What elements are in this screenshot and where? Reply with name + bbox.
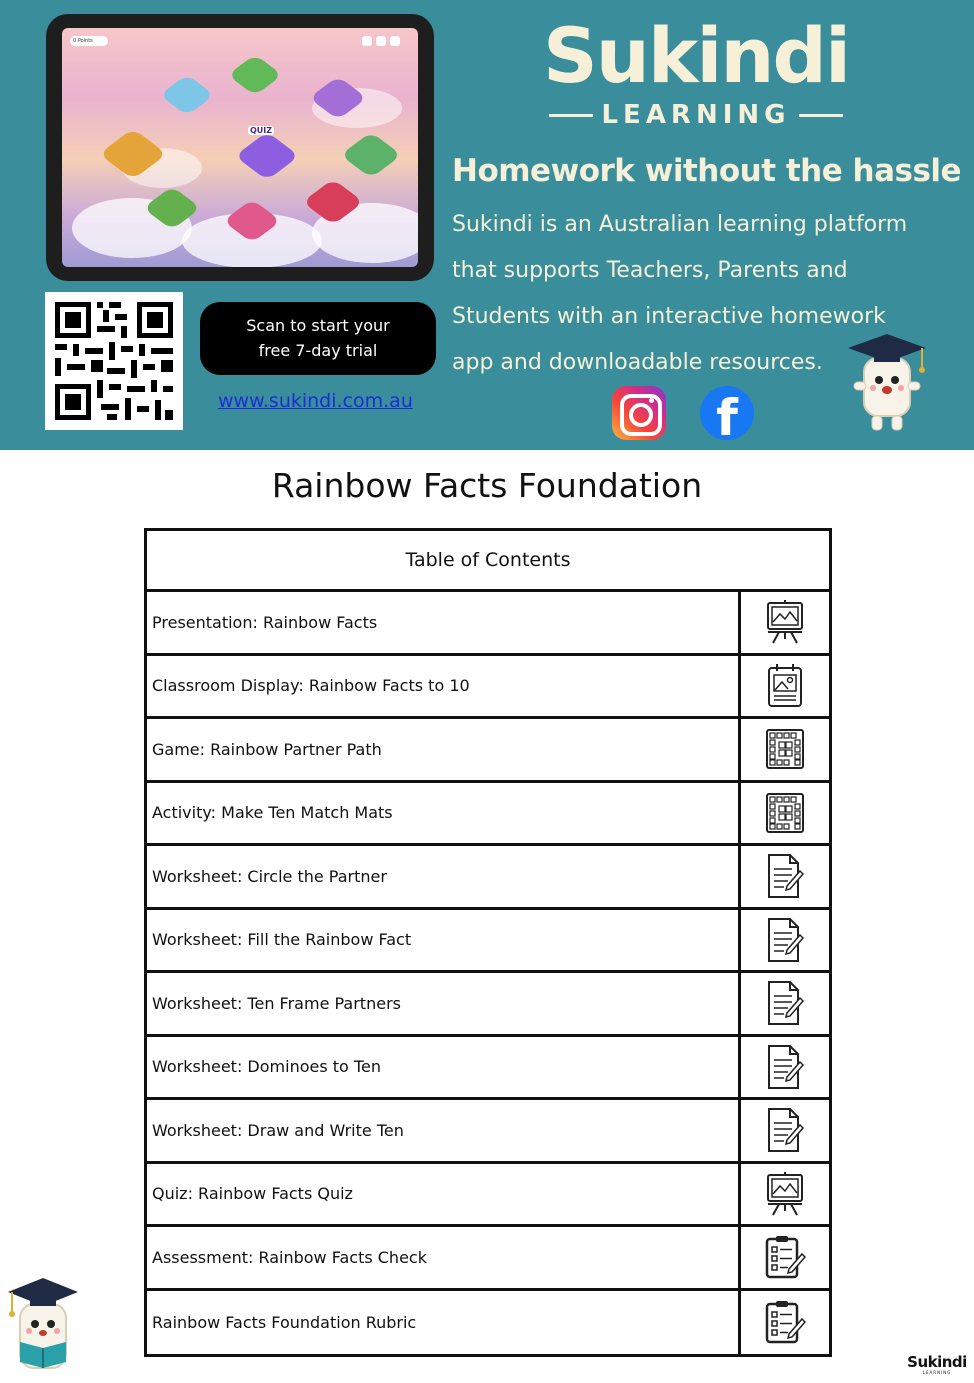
toc-row[interactable] (147, 973, 829, 1037)
toc-row[interactable] (147, 1037, 829, 1101)
points-chip: 0 Points (70, 36, 108, 46)
toc-row-label: Worksheet: Circle the Partner (147, 846, 741, 907)
worksheet-icon (741, 846, 829, 907)
trial-cta-line2: free 7-day trial (258, 341, 378, 360)
toc-row[interactable] (147, 656, 829, 720)
website-link[interactable]: www.sukindi.com.au (218, 390, 413, 412)
toc-row[interactable] (147, 1227, 829, 1291)
toc-row-label: Worksheet: Draw and Write Ten (147, 1100, 741, 1161)
toc-row-label: Classroom Display: Rainbow Facts to 10 (147, 656, 741, 717)
home-button (376, 36, 386, 46)
footer-logo-name: Sukindi (907, 1353, 967, 1371)
description-line: Students with an interactive homework (452, 304, 886, 329)
trial-cta-pill[interactable] (200, 302, 436, 375)
presentation-board-icon (741, 592, 829, 653)
description-line: that supports Teachers, Parents and (452, 258, 848, 283)
page-title: Rainbow Facts Foundation (271, 466, 703, 505)
toc-row-label: Presentation: Rainbow Facts (147, 592, 741, 653)
toc-heading: Table of Contents (147, 531, 829, 592)
toc-row-label: Quiz: Rainbow Facts Quiz (147, 1164, 741, 1225)
trial-cta-line1: Scan to start your (246, 316, 390, 335)
brand-divider-left (549, 114, 593, 117)
footer-logo-sub: LEARNING (922, 1370, 952, 1375)
footer-logo (906, 1354, 968, 1375)
table-of-contents (144, 528, 832, 1357)
description-line: Sukindi is an Australian learning platform (452, 212, 908, 237)
worksheet-icon (741, 1037, 829, 1098)
toc-row-label: Worksheet: Ten Frame Partners (147, 973, 741, 1034)
toc-row[interactable] (147, 719, 829, 783)
toc-row[interactable] (147, 1291, 829, 1355)
toc-row[interactable] (147, 910, 829, 974)
qr-code[interactable] (45, 292, 183, 430)
qr-code-icon (45, 292, 183, 430)
checklist-icon (741, 1227, 829, 1288)
toc-row-label: Game: Rainbow Partner Path (147, 719, 741, 780)
toc-rows (147, 592, 829, 1354)
toc-row-label: Assessment: Rainbow Facts Check (147, 1227, 741, 1288)
presentation-board-icon (741, 1164, 829, 1225)
toc-row-label: Activity: Make Ten Match Mats (147, 783, 741, 844)
mascot-reading-icon (6, 1276, 80, 1376)
brand-divider-right (799, 114, 843, 117)
facebook-icon[interactable]: f (700, 386, 754, 440)
game-board-icon (741, 719, 829, 780)
quiz-tag: QUIZ (250, 126, 273, 135)
toc-row[interactable] (147, 783, 829, 847)
toc-row-label: Worksheet: Fill the Rainbow Fact (147, 910, 741, 971)
toc-row-label: Rainbow Facts Foundation Rubric (147, 1291, 741, 1355)
worksheet-icon (741, 910, 829, 971)
app-screenshot (62, 28, 418, 267)
brand-name: Sukindi (543, 11, 849, 100)
toc-row[interactable] (147, 592, 829, 656)
toc-row[interactable] (147, 1164, 829, 1228)
description-line: app and downloadable resources. (452, 350, 823, 375)
tagline: Homework without the hassle (452, 153, 962, 189)
toc-row[interactable] (147, 1100, 829, 1164)
mascot-graduate-icon (846, 330, 928, 432)
tablet-app-preview (46, 14, 434, 281)
back-button (362, 36, 372, 46)
game-board-icon (741, 783, 829, 844)
checklist-icon (741, 1291, 829, 1355)
settings-button (390, 36, 400, 46)
toc-row[interactable] (147, 846, 829, 910)
classroom-display-icon (741, 656, 829, 717)
brand-subtitle: LEARNING (601, 100, 791, 130)
header-banner (0, 0, 974, 450)
instagram-icon[interactable] (612, 386, 666, 440)
toc-row-label: Worksheet: Dominoes to Ten (147, 1037, 741, 1098)
brand-logo (541, 11, 851, 130)
worksheet-icon (741, 1100, 829, 1161)
worksheet-icon (741, 973, 829, 1034)
